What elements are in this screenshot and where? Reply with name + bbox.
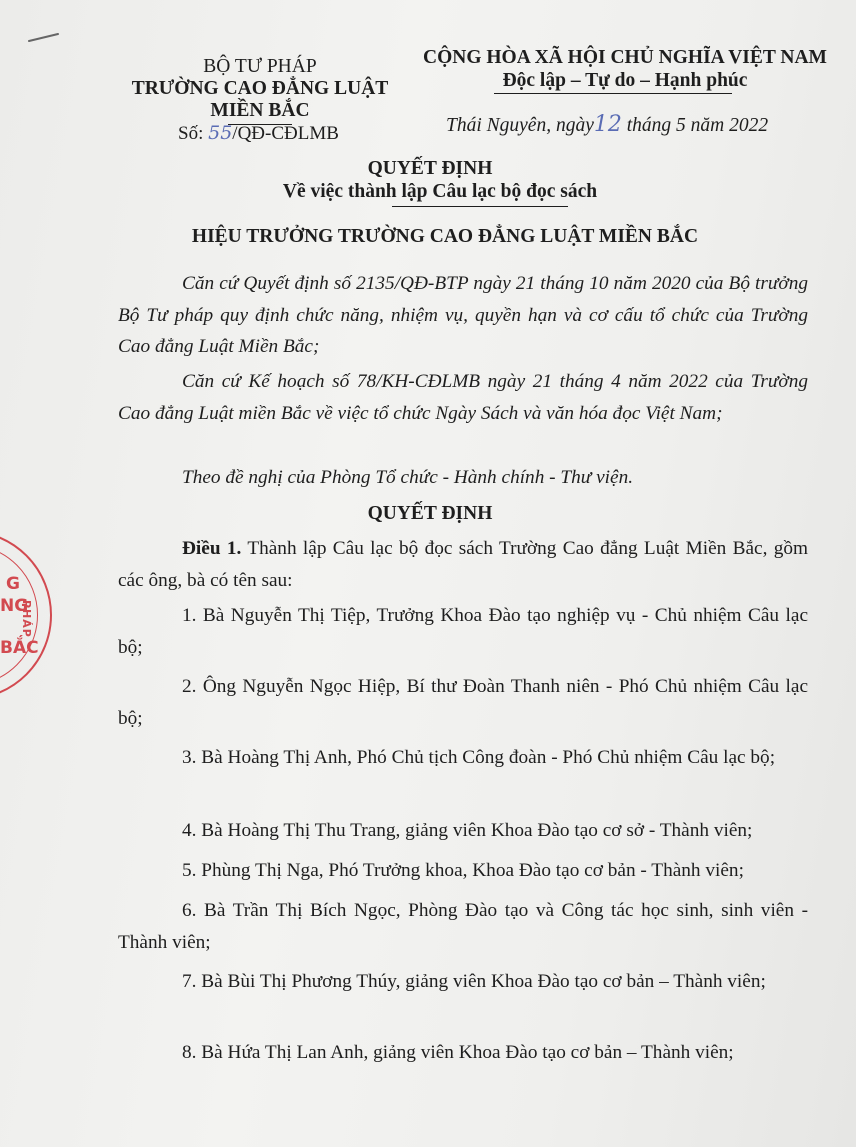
date-day-handwritten: 12 <box>593 112 622 137</box>
legal-basis-3-text: Theo đề nghị của Phòng Tổ chức - Hành chính - Thư viện. <box>182 467 634 488</box>
member-item <box>118 815 808 847</box>
member-6-text: 6. Bà Trần Thị Bích Ngọc, Phòng Đào tạo và Công tác học sinh, sinh viên - Thành viên; <box>118 900 808 953</box>
member-8-text: 8. Bà Hứa Thị Lan Anh, giảng viên Khoa Đào tạo cơ bản – Thành viên; <box>182 1042 734 1063</box>
date-prefix: Thái Nguyên, ngày <box>446 115 594 136</box>
member-item <box>118 1037 808 1069</box>
decision-title: QUYẾT ĐỊNH <box>367 158 493 179</box>
legal-basis-1-text: Căn cứ Quyết định số 2135/QĐ-BTP ngày 21 tháng 10 năm 2020 của Bộ trưởng Bộ Tư pháp quy định chức năng, nhiệm vụ, quyền hạn và cơ cấu tổ chức của Trường Cao đẳng Luật Miền Bắc; <box>118 273 808 357</box>
member-3-text: 3. Bà Hoàng Thị Anh, Phó Chủ tịch Công đoàn - Phó Chủ nhiệm Câu lạc bộ; <box>182 747 776 768</box>
member-4-text: 4. Bà Hoàng Thị Thu Trang, giảng viên Khoa Đào tạo cơ sở - Thành viên; <box>182 820 753 841</box>
article-1-text: Thành lập Câu lạc bộ đọc sách Trường Cao đẳng Luật Miền Bắc, gồm các ông, bà có tên sau: <box>118 538 809 591</box>
document-number <box>178 122 339 145</box>
stamp-text-4: BẮC <box>0 638 39 658</box>
member-item <box>118 671 808 734</box>
issuing-authority: HIỆU TRƯỞNG TRƯỜNG CAO ĐẲNG LUẬT MIỀN BẮC <box>191 226 699 247</box>
ministry-name: BỘ TƯ PHÁP <box>203 56 317 77</box>
legal-basis-2-text: Căn cứ Kế hoạch số 78/KH-CĐLMB ngày 21 tháng 4 năm 2022 của Trường Cao đẳng Luật miền Bắc về việc tổ chức Ngày Sách và văn hóa đọc Việt Nam; <box>118 371 808 424</box>
subject-underline <box>392 206 568 207</box>
pen-mark <box>28 32 60 42</box>
article-1 <box>118 533 808 596</box>
school-name-line2: MIỀN BẮC <box>210 100 310 121</box>
nation-name: CỘNG HÒA XÃ HỘI CHỦ NGHĨA VIỆT NAM <box>423 47 827 68</box>
member-item <box>118 855 808 887</box>
place-date <box>446 112 768 137</box>
member-item <box>118 966 808 998</box>
legal-basis-3 <box>118 462 808 494</box>
number-prefix: Số: <box>178 123 204 144</box>
member-2-text: 2. Ông Nguyễn Ngọc Hiệp, Bí thư Đoàn Thanh niên - Phó Chủ nhiệm Câu lạc bộ; <box>118 676 808 729</box>
decision-heading: QUYẾT ĐỊNH <box>367 503 493 524</box>
stamp-text-1: G <box>6 574 20 594</box>
decision-subject: Về việc thành lập Câu lạc bộ đọc sách <box>282 181 598 202</box>
member-item <box>118 895 808 958</box>
member-5-text: 5. Phùng Thị Nga, Phó Trưởng khoa, Khoa Đào tạo cơ bản - Thành viên; <box>182 860 744 881</box>
stamp-text-right: PHÁP <box>20 600 33 638</box>
date-suffix: tháng 5 năm 2022 <box>626 115 769 136</box>
number-suffix: /QĐ-CĐLMB <box>232 123 339 144</box>
legal-basis-1 <box>118 268 808 363</box>
number-handwritten: 55 <box>208 122 233 144</box>
school-name-line1: TRƯỜNG CAO ĐẲNG LUẬT <box>131 78 389 99</box>
national-motto: Độc lập – Tự do – Hạnh phúc <box>502 70 748 91</box>
member-item <box>118 600 808 663</box>
member-item <box>118 742 808 774</box>
member-7-text: 7. Bà Bùi Thị Phương Thúy, giảng viên Khoa Đào tạo cơ bản – Thành viên; <box>182 971 766 992</box>
member-1-text: 1. Bà Nguyễn Thị Tiệp, Trưởng Khoa Đào tạo nghiệp vụ - Chủ nhiệm Câu lạc bộ; <box>118 605 808 658</box>
motto-underline <box>494 93 732 94</box>
legal-basis-2 <box>118 366 808 429</box>
stamp-text-2: NG <box>0 596 29 616</box>
article-1-label: Điều 1. <box>182 538 242 559</box>
